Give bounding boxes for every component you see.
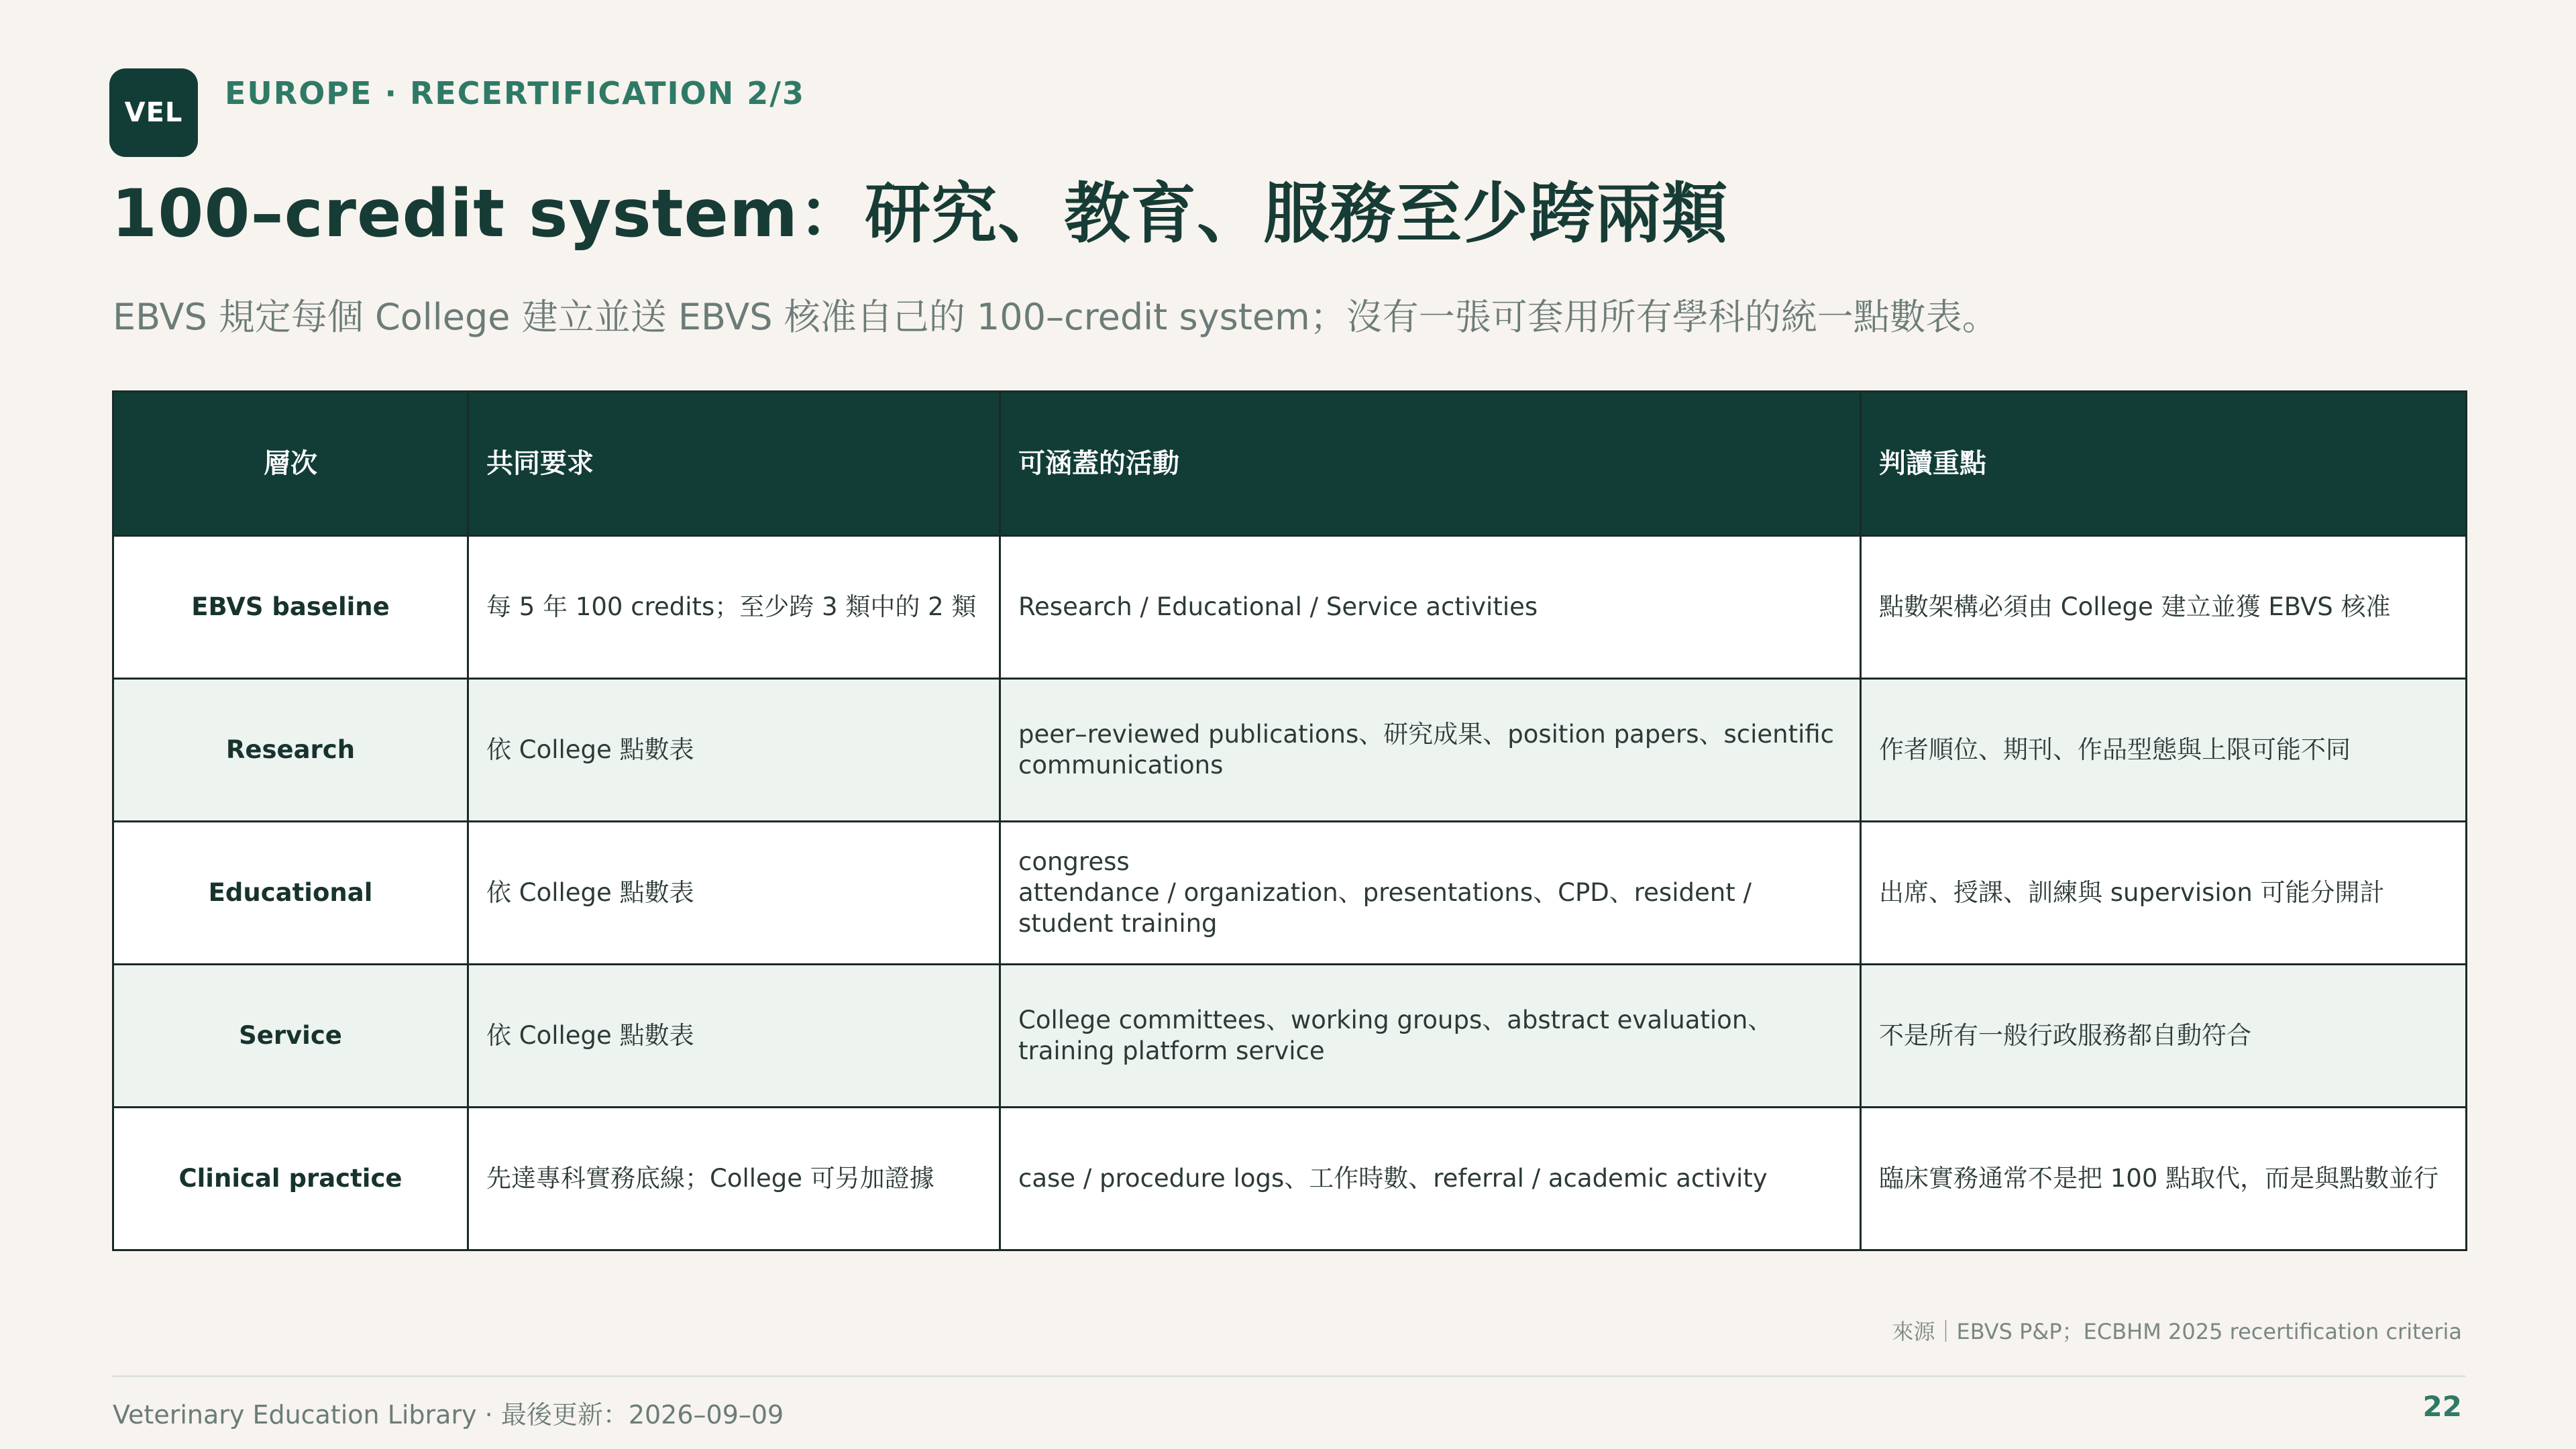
header-activities: 可涵蓋的活動 <box>1000 392 1861 536</box>
cell-focus: 作者順位、期刊、作品型態與上限可能不同 <box>1861 679 2467 822</box>
table-row <box>113 536 2467 679</box>
table-row <box>113 679 2467 822</box>
page-subtitle: EBVS 規定每個 College 建立並送 EBVS 核准自己的 100–credit system；沒有一張可套用所有學科的統一點數表。 <box>113 296 1998 338</box>
cell-level: Research <box>113 679 468 822</box>
page-title: 100–credit system：研究、教育、服務至少跨兩類 <box>111 176 1729 252</box>
cell-level: Clinical practice <box>113 1108 468 1250</box>
cell-level: Educational <box>113 822 468 965</box>
footer-text: Veterinary Education Library · 最後更新：2026–09–09 <box>113 1400 784 1430</box>
table-header-row <box>113 392 2467 536</box>
cell-focus: 點數架構必須由 College 建立並獲 EBVS 核准 <box>1861 536 2467 679</box>
vel-logo: VEL <box>109 68 198 157</box>
cell-level: EBVS baseline <box>113 536 468 679</box>
cell-requirement: 每 5 年 100 credits；至少跨 3 類中的 2 類 <box>468 536 1000 679</box>
cell-activities: case / procedure logs、工作時數、referral / academic activity <box>1000 1108 1861 1250</box>
section-eyebrow: EUROPE · RECERTIFICATION 2/3 <box>225 75 806 111</box>
cell-requirement: 依 College 點數表 <box>468 965 1000 1108</box>
header-level: 層次 <box>113 392 468 536</box>
cell-requirement: 依 College 點數表 <box>468 679 1000 822</box>
cell-activities: congress attendance / organization、presentations、CPD、resident / student training <box>1000 822 1861 965</box>
cell-activities: peer–reviewed publications、研究成果、position papers、scientific communications <box>1000 679 1861 822</box>
header-focus: 判讀重點 <box>1861 392 2467 536</box>
table-row <box>113 822 2467 965</box>
footer-divider <box>112 1375 2465 1377</box>
credit-system-table <box>112 390 2467 1251</box>
cell-focus: 臨床實務通常不是把 100 點取代，而是與點數並行 <box>1861 1108 2467 1250</box>
page-number: 22 <box>2422 1390 2462 1423</box>
source-citation: 來源｜EBVS P&P；ECBHM 2025 recertification criteria <box>1892 1319 2462 1344</box>
cell-requirement: 依 College 點數表 <box>468 822 1000 965</box>
cell-focus: 不是所有一般行政服務都自動符合 <box>1861 965 2467 1108</box>
table-row <box>113 965 2467 1108</box>
cell-activities: College committees、working groups、abstract evaluation、training platform service <box>1000 965 1861 1108</box>
table-row <box>113 1108 2467 1250</box>
header-requirement: 共同要求 <box>468 392 1000 536</box>
cell-focus: 出席、授課、訓練與 supervision 可能分開計 <box>1861 822 2467 965</box>
cell-requirement: 先達專科實務底線；College 可另加證據 <box>468 1108 1000 1250</box>
cell-activities: Research / Educational / Service activities <box>1000 536 1861 679</box>
cell-level: Service <box>113 965 468 1108</box>
